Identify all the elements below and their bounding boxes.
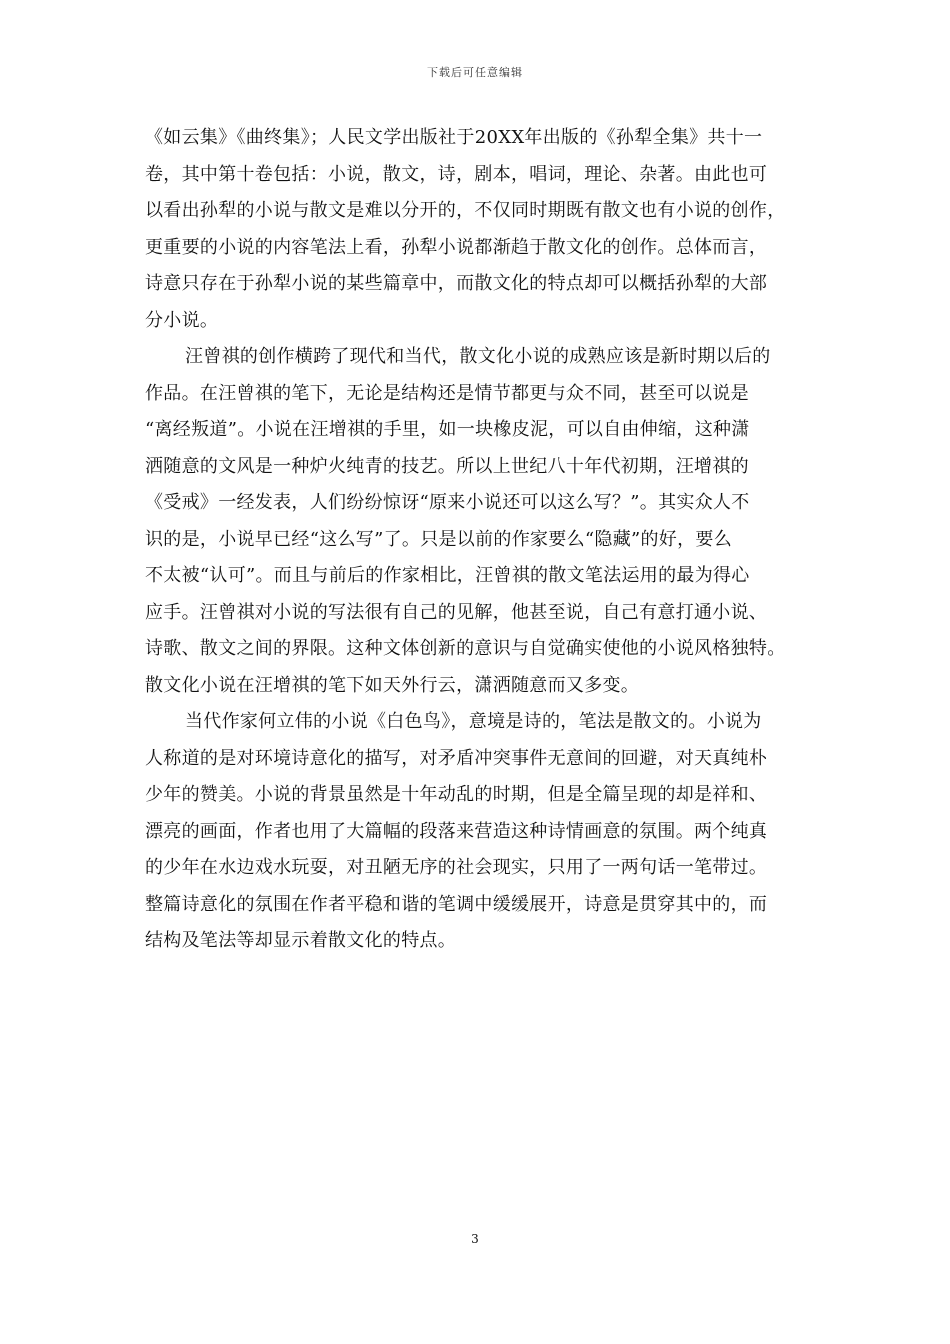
text-line: 卷，其中第十卷包括：小说，散文，诗，剧本，唱词，理论、杂著。由此也可 [145,163,768,185]
body-text [145,120,813,960]
text-line: 《如云集》《曲终集》；人民文学出版社于20XX年出版的《孙犁全集》共十一 [145,127,763,148]
text-line: 作品。在汪曾祺的笔下，无论是结构还是情节都更与众不同，甚至可以说是 [145,382,749,404]
text-line: 《受戒》一经发表，人们纷纷惊讶“原来小说还可以这么写？”。其实众人不 [145,492,750,513]
text-line: “离经叛道”。小说在汪增祺的手里，如一块橡皮泥，可以自由伸缩，这种潇 [145,419,750,440]
text-line: 洒随意的文风是一种炉火纯青的技艺。所以上世纪八十年代初期，汪增祺的 [145,455,749,477]
text-line: 散文化小说在汪增祺的笔下如天外行云，潇洒随意而又多变。 [145,674,640,696]
paragraph-first-line: 当代作家何立伟的小说《白色鸟》，意境是诗的，笔法是散文的。小说为 [185,711,762,732]
text-line: 分小说。 [145,309,219,331]
text-line: 不太被“认可”。而且与前后的作家相比，汪曾祺的散文笔法运用的最为得心 [145,565,750,586]
text-line: 诗意只存在于孙犁小说的某些篇章中，而散文化的特点却可以概括孙犁的大部 [145,273,768,294]
page-number: 3 [471,1232,479,1246]
text-line: 诗歌、散文之间的界限。这种文体创新的意识与自觉确实使他的小说风格独特。 [145,638,786,659]
text-line: 整篇诗意化的氛围在作者平稳和谐的笔调中缓缓展开，诗意是贯穿其中的，而 [145,893,768,915]
text-line: 的少年在水边戏水玩耍，对丑陋无序的社会现实，只用了一两句话一笔带过。 [145,857,768,878]
text-line: 人称道的是对环境诗意化的描写，对矛盾冲突事件无意间的回避，对天真纯朴 [145,747,768,769]
text-line: 漂亮的画面，作者也用了大篇幅的段落来营造这种诗情画意的氛围。两个纯真 [145,820,768,842]
text-line: 更重要的小说的内容笔法上看，孙犁小说都渐趋于散文化的创作。总体而言， [145,236,768,258]
paragraph-first-line: 汪曾祺的创作横跨了现代和当代，散文化小说的成熟应该是新时期以后的 [185,346,771,367]
text-line: 应手。汪曾祺对小说的写法很有自己的见解，他甚至说，自己有意打通小说、 [145,601,768,623]
text-line: 识的是，小说早已经“这么写”了。只是以前的作家要么“隐藏”的好，要么 [145,528,733,550]
text-line: 少年的赞美。小说的背景虽然是十年动乱的时期，但是全篇呈现的却是祥和、 [145,784,768,805]
text-line: 以看出孙犁的小说与散文是难以分开的，不仅同时期既有散文也有小说的创作， [145,200,786,221]
page-header: 下载后可任意编辑 [427,66,523,79]
text-line: 结构及笔法等却显示着散文化的特点。 [145,930,457,951]
